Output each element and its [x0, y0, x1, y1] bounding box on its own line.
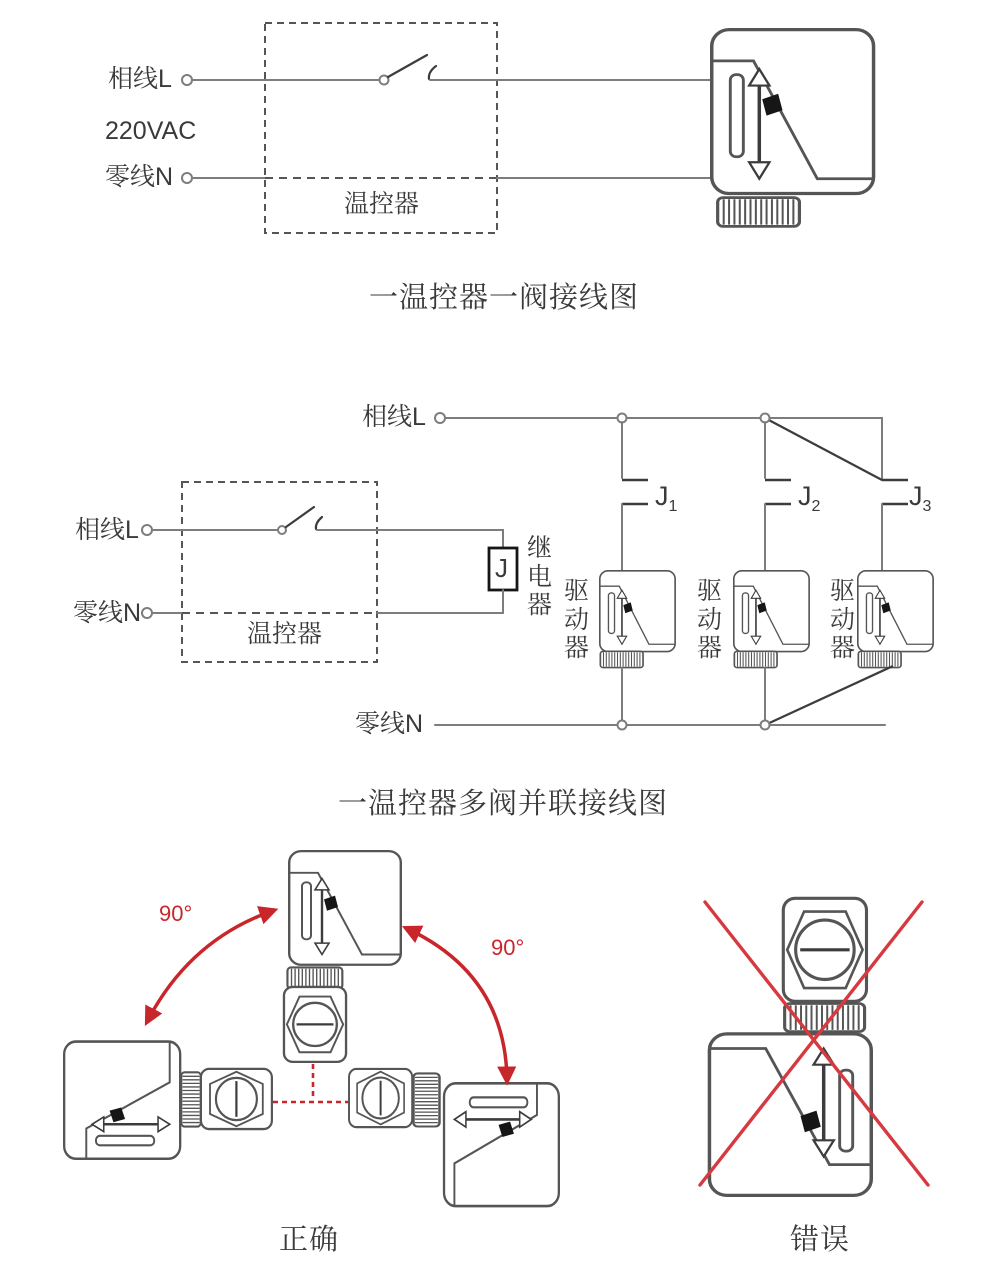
terminal-neutral-2	[142, 608, 152, 618]
switch-hook-1	[429, 66, 436, 79]
relay-coil-label: J	[495, 553, 508, 583]
correct-valve-left	[201, 1069, 272, 1129]
contact-label-j2: $J_2$	[798, 481, 821, 515]
neutral-label-2: 零线N	[73, 599, 142, 627]
driver-label-2: 驱动器	[697, 577, 723, 662]
switch-blade-1	[388, 55, 427, 77]
driver-1-collar	[600, 651, 643, 667]
correct-valve-right	[349, 1069, 412, 1127]
correct-actuator-left	[64, 1042, 180, 1159]
voltage-label: 220VAC	[105, 117, 197, 145]
terminal-live-top	[435, 413, 445, 423]
driver-3	[858, 571, 933, 652]
live-label-1: 相线L	[108, 65, 172, 93]
neutral-diagonal	[765, 666, 893, 725]
live-label-2: 相线L	[75, 516, 139, 544]
driver-1	[600, 571, 675, 652]
relay-label: 继电器	[527, 534, 553, 619]
correct-actuator-top	[289, 851, 401, 965]
rotation-arrow-left	[148, 911, 272, 1020]
diagram3-wrong	[700, 898, 928, 1195]
wrong-label: 错误	[790, 1224, 851, 1256]
thermostat-label-2: 温控器	[247, 620, 323, 648]
terminal-neutral-1	[182, 173, 192, 183]
angle-label-left: 90°	[159, 901, 193, 926]
correct-actuator-right	[444, 1083, 559, 1206]
bus-diagonal	[765, 418, 882, 480]
actuator-1-collar	[718, 198, 800, 227]
actuator-1	[712, 30, 874, 194]
correct-valve-top	[284, 987, 346, 1062]
wrong-actuator	[709, 1034, 871, 1195]
switch-blade-2	[286, 507, 314, 527]
wrong-valve	[783, 898, 866, 1001]
diagram2-title: 一温控器多阀并联接线图	[338, 788, 669, 820]
driver-2	[734, 571, 809, 652]
diagram1-linework	[182, 23, 874, 233]
terminal-live-1	[182, 75, 192, 85]
terminal-live-2	[142, 525, 152, 535]
driver-2-collar	[734, 651, 777, 667]
correct-label: 正确	[279, 1224, 340, 1256]
contact-label-j3: $J_3$	[909, 481, 932, 515]
angle-label-right: 90°	[491, 935, 525, 960]
contact-label-j1: $J_1$	[655, 481, 678, 515]
driver-label-3: 驱动器	[830, 577, 856, 662]
live-top-label: 相线L	[362, 403, 426, 431]
switch-contact-2	[278, 526, 286, 534]
driver-label-1: 驱动器	[564, 577, 590, 662]
thermostat-label-1: 温控器	[344, 190, 420, 218]
neutral-label-1: 零线N	[105, 163, 174, 191]
neutral-bottom-label: 零线N	[355, 710, 424, 738]
diagram3-correct	[64, 851, 559, 1206]
diagram1-title: 一温控器一阀接线图	[369, 282, 640, 314]
driver-3-collar	[858, 651, 901, 667]
